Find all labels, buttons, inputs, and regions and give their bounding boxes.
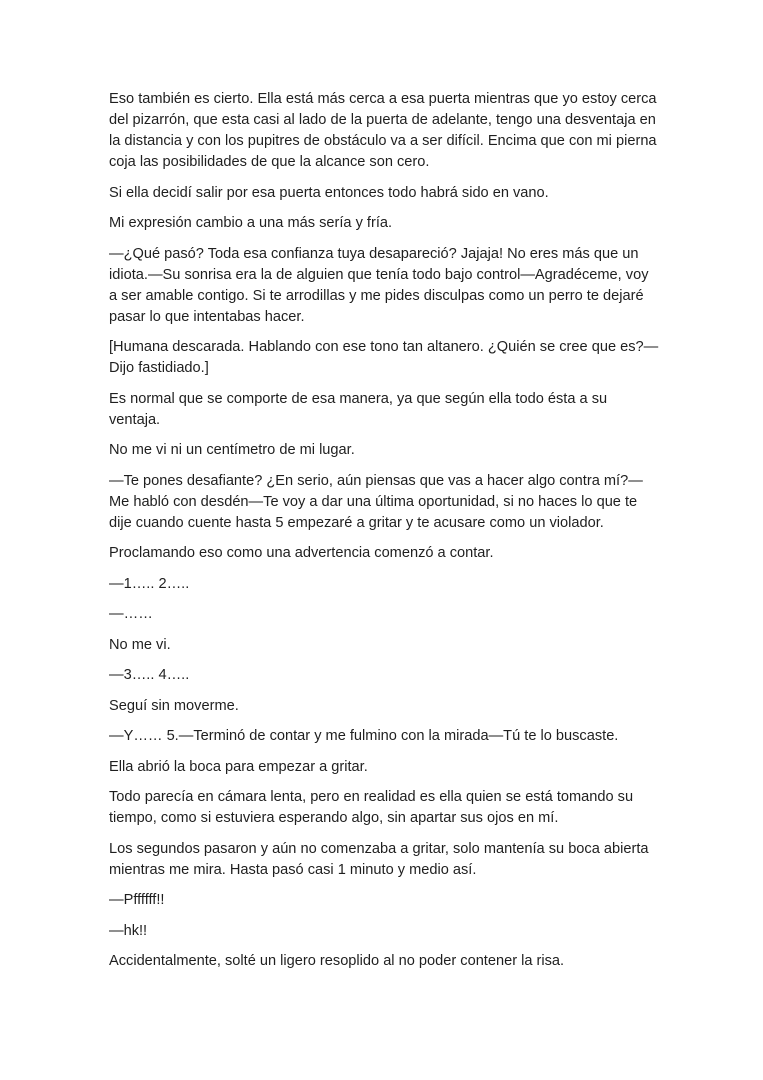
paragraph: Mi expresión cambio a una más sería y fría. [109,215,393,231]
paragraph: —Pffffff!! [109,892,165,908]
document-body [109,89,659,972]
paragraph: Proclamando eso como una advertencia comenzó a contar. [109,545,494,561]
paragraph: [Humana descarada. Hablando con ese tono tan altanero. ¿Quién se cree que es?—Dijo fastidiado.] [109,339,659,376]
paragraph: Seguí sin moverme. [109,697,239,714]
paragraph: Ella abrió la boca para empezar a gritar. [109,758,368,775]
paragraph: Si ella decidí salir por esa puerta entonces todo habrá sido en vano. [109,184,549,201]
paragraph: —…… [109,606,153,622]
paragraph: No me vi ni un centímetro de mi lugar. [109,442,355,458]
paragraph: Es normal que se comporte de esa manera, ya que según ella todo ésta a su ventaja. [109,390,608,428]
paragraph: —3….. 4….. [109,667,190,683]
paragraph: —1….. 2….. [109,575,190,592]
paragraph: No me vi. [109,636,171,653]
paragraph: Accidentalmente, solté un ligero resoplido al no poder contener la risa. [109,953,565,969]
paragraph: —Te pones desafiante? ¿En serio, aún piensas que vas a hacer algo contra mí?—Me habló con desdén—Te voy a dar una última oportunidad, si no haces lo que te dije cuando cuente hasta 5 empezaré a gritar y te acusare como un violador. [109,472,643,531]
paragraph: Los segundos pasaron y aún no comenzaba a gritar, solo mantenía su boca abierta mientras me mira. Hasta pasó casi 1 minuto y medio así. [109,840,649,878]
paragraph: —Y…… 5.—Terminó de contar y me fulmino con la mirada—Tú te lo buscaste. [109,728,619,744]
paragraph: Todo parecía en cámara lenta, pero en realidad es ella quien se está tomando su tiempo, como si estuviera esperando algo, sin apartar sus ojos en mí. [109,789,634,826]
paragraph: —¿Qué pasó? Toda esa confianza tuya desapareció? Jajaja! No eres más que un idiota.—Su sonrisa era la de alguien que tenía todo bajo control—Agradéceme, voy a ser amable contigo. Si te arrodillas y me pides disculpas como un perro te dejaré pasar lo que intentabas hacer. [109,245,649,325]
paragraph: Eso también es cierto. Ella está más cerca a esa puerta mientras que yo estoy cerca del pizarrón, que esta casi al lado de la puerta de adelante, tengo una desventaja en la distancia y con los pupitres de obstáculo va a ser difícil. Encima que con mi pierna coja las posibilidades de que la alcance son cero. [109,91,657,170]
paragraph: —hk!! [109,922,148,939]
